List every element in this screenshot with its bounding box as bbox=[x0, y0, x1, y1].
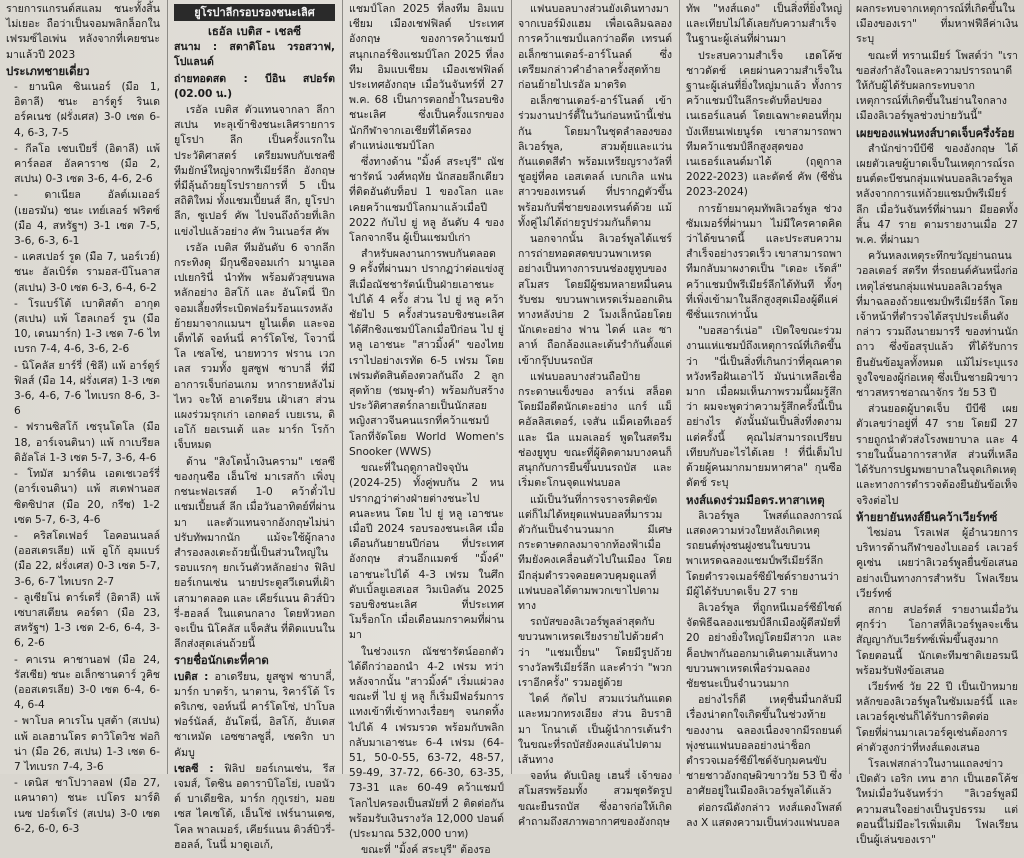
article-paragraph: ไดค์ กัดไป สวมแว่นกันแดด และหมวกทรงเอียง ส่วน อิบราฮิมา โกนาเต้ เป็นผู้นำการเต้นรำ ในขณะที่รถบัสยังคงแล่นไปตามเส้นทาง bbox=[518, 693, 672, 766]
article-paragraph: นอกจากนั้น ลิเวอร์พูลได้แชร์การถ่ายทอดสดขบวนพาเหรดอย่างเป็นทางการบนช่องยูทูบของสโมสร โดยมีผู้ชมหลายหมื่นคนรับชม ขบวนพาเหรดเริ่มออกเดินทางหลังบ่าย 2 โมงเล็กน้อยโดยนักเตะอย่าง ฟาน ไดค์ และ ซาลาห์ ถือกล้องและเต้นรำกันตั้งแต่เข้ากรุ๊ปบนรถบัส bbox=[518, 233, 672, 367]
match-title: เธอัล เบติส - เชลซี bbox=[207, 24, 302, 38]
article-paragraph: ขณะที่ ทรานเมียร์ โพสต์ว่า "เราขอส่งกำลังใจและความปรารถนาดีให้กับผู้ได้รับผลกระทบจากเหตุการณ์ที่เกิดขึ้นในย่านใจกลางเมืองลิเวอร์พูลช่วงบ่ายวันนี้" bbox=[856, 49, 1018, 123]
article-paragraph: แฟนบอลบางส่วนถือป้ายกระดาษแข็งของ ลาร์เน่ สล็อต โดยมีอดีตนักเตะอย่าง แกร์ แม็คอัลลิสเตอร์, เจสัน แม็คเอทีเออร์ และ นีล แมลเลอร์ พูดในสตรีมช่องยูทูบ ขณะที่ผู้ติดตามบางคนก็สนุกกับการยืนขึ้นบนรถบัส และเริ่มตะโกนจุดแฟนบอล bbox=[518, 370, 672, 490]
article-paragraph: ซึ่งทางด้าน "มิ้งค์ สระบุรี" ณัชชารัตน์ วงศ์หฤทัย นักสอยลีกเดียวที่ติดอันดับท็อป 1 ของโลก และเคยคว้าแชมป์โลกมาแล้วเมื่อปี 2022 กับไป ยู่ หลู อันดับ 4 ของโลกจากจีน ผู้เป็นแชมป์เก่า bbox=[349, 156, 504, 245]
result-item: - โทมัส มาร์ติน เอตเชเวอร์รี่ (อาร์เจนตินา) แพ้ สเตฟานอส ซิตซิปาส (มือ 20, กรีซ) 1-2 เซต 5-7, 6-3, 4-6 bbox=[14, 468, 160, 526]
article-paragraph: ลิเวอร์พูล ที่ถูกหนีเมอร์ซีย์ไซด์จัดพิธีฉลองแชมป์ลีกเมืองผู้ดีสมัยที่ 20 อย่างยิ่งใหญ่โดยมีสาวก และ ค็อปพากันออกมาเดินตามเส้นทางขบวนพาเหรดเพื่อร่วมฉลองชัยชนะเป็นจำนวนมาก bbox=[686, 601, 842, 690]
article-paragraph: ขณะที่ในฤดูกาลปัจจุบัน (2024-25) ทั้งคู่พบกัน 2 หน ปรากฏว่าต่างฝ่ายต่างชนะไปคนละหน โดย ไป ยู่ หลู เอาชนะเมื่อปี 2024 รอบรองชนะเลิศ เมื่อเดือนกันยายนปีก่อน ที่ประเทศอังกฤษ ส่วนอีกแมตช์ "มิ้งค์" เอาชนะไปได้ 4-3 เฟรม ในศึกดับเบิ้ลยูเอสเอส วิมเบิลดัน 2025 รอบชิงชนะเลิศ ที่ประเทศโมร็อกโก เมื่อเดือนมกราคมที่ผ่านมา bbox=[349, 462, 504, 642]
column-5 bbox=[680, 0, 848, 829]
result-item: - เดนิส ชาโปวาลอฟ (มือ 27, แคนาดา) ชนะ เปโดร มาร์ติเนซ ปอร์เตโร่ (สเปน) 3-0 เซต 6-2, 6-0, 6-3 bbox=[14, 777, 160, 835]
article-paragraph: ไซม่อน โรลเฟส ผู้อำนวยการบริหารด้านกีฬาของไบเออร์ เลเวอร์คูเซ่น เผยว่าลิเวอร์พูลยื่นข้อเสนออย่างเป็นทางการสำหรับ โฟลเรียน เวียร์ทซ์ bbox=[856, 526, 1018, 600]
article-paragraph: ต่อกรณีดังกล่าว หงส์แดงโพสต์ลง X แสดงความเป็นห่วงแฟนบอล bbox=[686, 801, 842, 829]
column-6 bbox=[850, 0, 1024, 846]
article-paragraph: ในช่วงแรก ณัชชารัตน์ออกตัวได้ดีกว่าออกนำ 4-2 เฟรม ทว่าหลังจากนั้น "สาวมิ้งค์" เริ่มแผ่วลง ขณะที่ ไป ยู่ หลู ก็เริ่มมีฟอร์มการแทงเข้าที่เข้าทางเรื่อยๆ จนกดทิ้งไปได้ 4 เฟรมรวด พร้อมกับพลิกกลับมาเอาชนะ 6-4 เฟรม (64-51, 50-0-55, 63-72, 48-57, 59-49, 37-72, 66-30, 63-35, 73-31 และ 60-49 คว้าแชมป์โลกไปครองเป็นสมัยที่ 2 ติดต่อกัน พร้อมรับเงินรางวัล 12,000 ปอนด์ (ประมาณ 532,000 บาท) bbox=[349, 645, 504, 840]
result-item: - คาเรน คาชานอฟ (มือ 24, รัสเซีย) ชนะ อเล็กซานดาร์ วูคิช (ออสเตรเลีย) 3-0 เซต 6-4, 6-4, 6-4 bbox=[14, 653, 160, 712]
result-item: - โรแบร์โต้ เบาติสต้า อากุต (สเปน) แพ้ โฮลเกอร์ รูน (มือ 10, เดนมาร์ก) 1-3 เซต 7-6 ไทเบรก 7-4, 4-6, 3-6, 2-6 bbox=[14, 297, 160, 356]
column-4 bbox=[512, 0, 678, 828]
article-paragraph: "บอสอาร์เน่อ" เปิดใจขณะร่วมงานแห่แชมป์ถึงเหตุการณ์ที่เกิดขึ้นว่า "นี่เป็นสิ่งที่เกินกว่าที่คุณคาดหวังหรือฝันเอาไว้ มันน่าเหลือเชื่อมาก เมื่อผมเห็นภาพรวมนี้ผมรู้สึกว่า ผมจะพูดว่าความรู้สึกครั้งนี้เป็นอย่างไร ดังนั้นมันเป็นสิ่งที่งดงาม แต่ครั้งนี้ คุณไม่สามารถเปรียบเทียบกับอะไรได้เลย ! ที่นี่เต็มไปด้วยผู้คนมากมายมหาศาล" กุนซือดัตช์ ระบุ bbox=[686, 325, 842, 490]
result-item: - พาโบล คาเรโน บุสต้า (สเปน) แพ้ อเลฮานโดร ดาวิโดวิช ฟอกิน่า (มือ 26, สเปน) 1-3 เซต 6-7 ไทเบรก 7-4, 3-6 bbox=[14, 715, 160, 773]
result-item: - นิโคลัส ยาร์รี่ (ชิลี) แพ้ อาร์ตูร์ ฟิลส์ (มือ 14, ฝรั่งเศส) 1-3 เซต 3-6, 4-6, 7-6 ไทเบรก 8-6, 3-6 bbox=[14, 359, 160, 418]
article-paragraph: อเล็กซานเดอร์-อาร์โนลด์ เข้าร่วมงานปาร์ตี้ในวันก่อนหน้านี้เช่นกัน โดยมาในชุดลำลองของลิเวอร์พูล, สวมตุ้ยและแว่นกันแดดสีดำ พร้อมเหรียญรางวัลที่ชูอยู่ที่คอ เอสเตลล์ เบกเกิล แฟนสาวของเทรนต์ ที่ปรากฏตัวขึ้นพร้อมกับพี่ชายของเทรนต์ด้วย แม้ทั้งคู่ไม่ได้ถ่ายรูปร่วมกันก็ตาม bbox=[518, 95, 672, 229]
col1-subhead: ประเภทชายเดี่ยว bbox=[6, 63, 90, 78]
article-paragraph: เรอัล เบติส ตัวแทนจากลา ลีกา สเปน ทะลุเข้าชิงชนะเลิศรายการยูโรปา ลีก เป็นครั้งแรกในประวัติศาสตร์ เตรียมพบกับเชลซี ทีมยักษ์ใหญ่จากพรีเมียร์ลีก อังกฤษ ที่มีลุ้นถ้วยยุโรปรายการที่ 5 เป็นสถิติใหม่ ทั้งแชมเปี้ยนส์ ลีก, ยูโรปา ลีก, ซูเปอร์ คัพ ไปจนถึงถ้วยที่เลิกแข่งไปแล้วอย่าง คัพ วินเนอร์ส คัพ bbox=[174, 104, 335, 238]
result-item: - ยานนิค ซินเนอร์ (มือ 1, อิตาลี) ชนะ อาร์ตูร์ รินเดอร์คเนช (ฝรั่งเศส) 3-0 เซต 6-4, 6-3, 7-5 bbox=[14, 81, 160, 139]
article-paragraph: ด้าน "สิงโตน้ำเงินคราม" เชลซี ของกุนซือ เอ็นโซ่ มาเรสก้า เพิ่งบุกชนะฟอเรสต์ 1-0 คว้าตั๋วไปแชมเปี้ยนส์ ลีก เมื่อวันอาทิตย์ที่ผ่านมา และตัวแทนจากอังกฤษไม่น่าปรับทัพมากนัก แม้จะใช้ผู้กลางสำรองลงเตะถ้วยนี้เป็นส่วนใหญ่ในรอบแรกๆ ยกเว้นตัวหลักอย่าง ฟิลิป ยอร์เกนเซ่น นายประตูสวีเดนที่เฝ้าเสามาตลอด และ เคียร์แนน ดิวส์บิวรี่-ฮอลล์ ในแดนกลาง โดยหัวหอกจะเป็น นิโคลัส แจ็คสัน ที่ติดแบนในลีกส่งสุดเล่นถ้วยนี้ bbox=[174, 455, 335, 651]
article-paragraph: การย้ายมาคุมทัพลิเวอร์พูล ช่วงซัมเมอร์ที่ผ่านมา ไม่มีใครคาดคิดว่าได้ขนาดนี้ และประสบความสำเร็จอย่างรวดเร็ว เขาสามารถพาทีมกลับมาผงาดเป็น "เดอะ เร้ดส์" คว้าแชมป์พรีเมียร์ลีกได้ทันที ทั้งๆ ที่เพิ่งเข้ามาในลีกสูงสุดเมืองผู้ดีแค่ซีซั่นแรกเท่านั้น bbox=[686, 202, 842, 322]
column-1 bbox=[0, 0, 166, 835]
lineup-heading: รายชื่อนักเตะที่คาด bbox=[174, 653, 269, 668]
article-paragraph: แม้เป็นวันที่การจราจรติดขัด แต่ก็ไม่ได้หยุดแฟนบอลที่มารวมตัวกันเป็นจำนวนมาก มีเศษกระดาษตกลงมาจากท้องฟ้าเมื่อทีมยังคงเคลื่อนตัวไปในเมือง โดยมีกลุ่มตำรวจคอยควบคุมดูแลที่แฟนบอลได้ตามพวกเขาไปตามทาง bbox=[518, 493, 672, 612]
betis-label: เบติส : bbox=[174, 670, 209, 683]
result-item: - ดาเนียล อัลต์เมเออร์ (เยอรมัน) ชนะ เทย์เลอร์ ฟริตซ์ (มือ 4, สหรัฐฯ) 3-1 เซต 7-5, 3-6, 6-3, 6-1 bbox=[14, 189, 160, 248]
result-item: - ลูเซียโน่ ดาร์เดรี่ (อิตาลี) แพ้ เซบาสเตียน คอร์ดา (มือ 23, สหรัฐฯ) 1-3 เซต 2-6, 6-4, 3-6, 2-6 bbox=[14, 591, 160, 650]
article-paragraph: ผลกระทบจากเหตุการณ์ที่เกิดขึ้นในเมืองของเรา" ที่มหาฟฟีลีค่าเงิน ระบุ bbox=[856, 3, 1018, 46]
article-paragraph: ควันหลงเหตุระทึกขวัญย่านถนนวอลเตอร์ สตรีท ที่รถยนต์คันหนึ่งก่อเหตุไล่ชนกลุ่มแฟนบอลลิเวอร์พูลที่มาฉลองถ้วยแชมป์พรีเมียร์ลีก โดยเจ้าหน้าที่ตำรวจได้สรุปประเด็นดังกล่าว รวมถึงนายมารรี ของท่านนักถาว ซึ่งข้อสรุปแล้ว ที่ได้รับการยืนยันข้อมูลทั้งหมด แม้ไม่ระบุแรงจูงใจของผู้ก่อเหตุ ซึ่งเป็นชายผิวขาวชาวสหราชอาณาจักร วัย 53 ปี bbox=[856, 250, 1018, 400]
article-paragraph: รถบัสของลิเวอร์พูลล่าสุดกับขบวนพาเหรดเรียงรายไปด้วยคำว่า "แชมเปี้ยน" โดยมีรูปถ้วยรางวัลพรีเมียร์ลีก และคำว่า "พวกเราอีกครั้ง" รวมอยู่ด้วย bbox=[518, 616, 672, 689]
chelsea-label: เชลซี : bbox=[174, 762, 214, 775]
article-paragraph: สำนักข่าวบีบีซี ของอังกฤษ ได้เผยตัวเลขผู้บาดเจ็บในเหตุการณ์รถยนต์ตะบีชนกลุ่มแฟนบอลลิเวอร์พูล หลังจากการแห่ถ้วยแชมป์พรีเมียร์ลีก เมื่อวันจันทร์ที่ผ่านมา มียอดทั้งสิ้น 47 ราย ตามรายงานเมื่อ 27 พ.ค. ที่ผ่านมา bbox=[856, 142, 1018, 247]
match-header: ยูโรปาลีกรอบรองชนะเลิศ bbox=[174, 4, 335, 21]
article-paragraph: สำหรับผลงานการพบกันตลอด 9 ครั้งที่ผ่านมา ปรากฏว่าต่อแข่งสูสีเมื่อณัชชารัตน์เป็นฝ่ายเอาชนะไปได้ 4 ครั้ง ส่วน ไป ยู่ หลู คว้าชัยไป 5 ครั้งส่วนรอบชิงชนะเลิศได้ศึกชิงแชมป์โลกเมื่อปีก่อน ไป ยู่ หลู เอาชนะ "สาวมิ้งค์" ของไทยเราไปอย่างเรทัด 6-5 เฟรม โดยเฟรมตัดสินต้องตวลกันถึง 2 ลูกสุดท้าย (ชมพู-ดำ) พร้อมกับสร้างประวัติศาสตร์กลายเป็นนักสอยหญิงสาวจีนคนแรกที่คว้าแชมป์โลกที่จัดโดย World Women's Snooker (WWS) bbox=[349, 248, 504, 458]
result-item: - คริสโตเฟอร์ โอคอนเนลล์ (ออสเตรเลีย) แพ้ อูโก้ อุมแบร์ (มือ 22, ฝรั่งเศส) 0-3 เซต 5-7, 3-6, 6-7 ไทเบรก 2-7 bbox=[14, 529, 160, 588]
article-paragraph: โรลเฟสกล่าวในงานแถลงข่าวเปิดตัว เอริก เทน ฮาก เป็นเฮดโค้ชใหม่เมื่อวันจันทร์ว่า "ลิเวอร์พูลมีความสนใจอย่างเป็นรูปธรรม แต่ตอนนี้ไม่มีอะไรเพิ่มเติม โฟลเรียนเป็นผู้เล่นของเรา" bbox=[856, 757, 1018, 846]
betis-lineup: อาเดรียน, ยูสซูฟ ซาบาลี่, มาร์ก บาตร้า, นาตาน, ริคาร์โด้ โรดริเกซ, จอห์นนี่ คาร์โดโซ่, ปาโบล ฟอร์นัลส์, อันโตนี่, อิสโก้, อับเดสซาเหมัด เอซซาลซูลี่, เซดริก บาคัมบู bbox=[174, 670, 335, 759]
venue-line: สนาม : สตาดิโอน วรอสวาฟ, โปแลนด์ bbox=[174, 41, 335, 69]
article-paragraph: สกาย สปอร์ตส์ รายงานเมื่อวันศุกร์ว่า โอกาสที่ลิเวอร์พูลจะเซ็นสัญญากับเวียร์ทซ์เพิ่มขึ้นสูงมาก โดยตอนนี้ นักเตะทีมชาติเยอรมนีพร้อมรับฟังข้อเสนอ bbox=[856, 603, 1018, 677]
article-paragraph: ส่วนยอดผู้บาดเจ็บ บีบีซี เผยตัวเลขว่าอยู่ที่ 47 ราย โดยมี 27 รายถูกนำตัวส่งโรงพยาบาล และ 4 รายในนั้นอาการสาหัส ส่วนที่เหลือได้รับการปฐมพยาบาลในจุดเกิดเหตุ และทางการตำรวจต้องยืนยันข้อเท็จจริงต่อไป bbox=[856, 403, 1018, 507]
article-paragraph: อย่างไรก็ดี เหตุชื่นมื่นกลับมีเรื่องน่าตกใจเกิดขึ้นในช่วงท้ายของงาน ฉลองเนื่องจากมีรถยนต์พุ่งชนแฟนบอลอย่างน่าช็อก ตำรวจเมอร์ซีย์ไซด์จับกุมคนขับชายชาวอังกฤษผิวขาววัย 53 ปี ซึ่งอาศัยอยู่ในเมืองลิเวอร์พูลได้แล้ว bbox=[686, 694, 842, 798]
section-subhead: เผยของแฟนหงส์บาดเจ็บครึ่งร้อย bbox=[856, 125, 1015, 140]
chelsea-lineup: ฟิลิป ยอร์เกนเซ่น, รีส เจมส์, โตซิน อดาราบิโอโย่, เบอนัวต์ บาเดียชิล, มาร์ก กุกูเรย่า, มอยเซส ไคเซโด้, เอ็นโซ่ เฟร์นานเดซ, โคล พาลเมอร์, เคียร์แนน ดิวส์บิวรี่-ฮอลล์, โนนี่ มาดูเอเก้, bbox=[174, 762, 335, 851]
article-paragraph: แชมป์โลก 2025 ที่ลงทีม อิมแบเชียม เมืองเชฟฟิลด์ ประเทศอังกฤษ ของการคว้าแชมป์สนุกเกอร์ชิงแชมป์โลก 2025 ที่ลงทีม อิมแบเชียม เมืองเชฟฟิลด์ ประเทศอังกฤษ เมื่อวันจันทร์ที่ 27 พ.ค. 68 เป็นการตอกย้ำในรอบชิงชนะเลิศ ซึ่งเป็นครั้งแรกของนักกีฬาจากเอเชียที่ได้ครองตำแหน่งแชมป์โลก bbox=[349, 3, 504, 152]
section-subhead: หงส์แดงร่วมมือตร.หาสาเหตุ bbox=[686, 492, 825, 507]
broadcast-line: ถ่ายทอดสด : บีอิน สปอร์ต (02.00 น.) bbox=[174, 72, 335, 100]
article-paragraph: ขณะที่ "มิ้งค์ สระบุรี" ต้องรอ bbox=[361, 844, 491, 857]
article-paragraph: เรอัล เบติส ทีมอันดับ 6 จากลีกกระทิงดุ มีกุนซือจอมเก๋า มานูเอล เปเยกรินี่ นำทัพ พร้อมตัวสุขนพลหลักอย่าง อิสโก้ และ อันโตนี่ ปีกจอมเลี้ยงที่ระเบิดฟอร์มร้อนแรงหลังย้ายมาจากแมนฯ ยูไนเต็ด และจอเด็ทได้ จอห์นนี่ คาร์โดโซ่, โจวานี่ โล เซลโซ่, นายทวาร ฟราน เวกเลส รวมทั้ง ยูสซูฟ ซาบาลี่ ที่มีอาการเจ็บก่อนเกม หากรายหลังไม่ไหว จะให้ อาเดรียน เฝ้าเสา ส่วนแผงร่วมรุกเก่า เอกตอร์ เบยเรน, ดิเอโก้ ยอเรนเต้ และ มาร์ก โรก้า เจ็บหมด bbox=[174, 241, 335, 452]
article-paragraph: ทัพ "หงส์แดง" เป็นสิ่งที่ยิ่งใหญ่ และเทียบไม่ได้เลยกับความสำเร็จในฐานะผู้เล่นที่ผ่านมา bbox=[686, 3, 842, 46]
result-item: - แคสเปอร์ รูด (มือ 7, นอร์เวย์) ชนะ อัลเบิร์ต รามอส-บีโนลาส (สเปน) 3-0 เซต 6-3, 6-4, 6-2 bbox=[14, 251, 160, 294]
article-paragraph: ลิเวอร์พูล โพสต์แถลงการณ์แสดงความห่วงใยหลังเกิดเหตุรถยนต์พุ่งชนฝูงชนในขบวนพาเหรดฉลองแชมป์พรีเมียร์ลีก โดยตำรวจเมอร์ซีย์ไซด์รายงานว่า มีผู้ได้รับบาดเจ็บ 27 ราย bbox=[686, 509, 842, 598]
article-paragraph: เวียร์ทซ์ วัย 22 ปี เป็นเป้าหมายหลักของลิเวอร์พูลในซัมเมอร์นี้ และเลเวอร์คูเซ่นก็ได้รับการติดต่อ โดยที่ผ่านมาเลเวอร์คูเซ่นต้องการค่าตัวสูงกว่าที่หงส์แดงเสนอ bbox=[856, 680, 1018, 754]
article-paragraph: จอห์น ดับเบิลยู เฮนรี่ เจ้าของสโมสรพร้อมทั้ง สวมชุดรัดรูป ขณะยืนรถบัส ซึ่งอาจก่อให้เกิดคำถามถึงสภาพอากาศของอังกฤษ bbox=[518, 770, 672, 828]
article-paragraph: ประสบความสำเร็จ เฮดโค้ชชาวดัตช์ เคยผ่านความสำเร็จในฐานะผู้เล่นที่ยิ่งใหญ่มาแล้ว ทั้งการคว้าแชมป์ในลีกระดับท็อปของเนเธอร์แลนด์ โดยเฉพาะตอนที่กุมบังเหียนเฟเยนูร์ด เขาสามารถพาทีมคว้าแชมป์ลีกสูงสุดของเนเธอร์แลนด์มาได้ (ฤดูกาล 2022-2023) และดัตช์ คัพ (ซีซั่น 2023-2024) bbox=[686, 49, 842, 199]
result-item: - ฟรานซิสโก้ เซรุนโดโล (มือ 18, อาร์เจนตินา) แพ้ กาเบรียล ดิอัลโล่ 1-3 เซต 5-7, 3-6, 4-6 bbox=[14, 421, 160, 464]
column-3 bbox=[343, 0, 510, 857]
section-subhead: ห้ายยายันหงส์ยืนคว้าเวียร์ทซ์ bbox=[856, 509, 998, 524]
article-paragraph: แฟนบอลบางส่วนยังเดินทางมาจากเบอร์มิงแฮม เพื่อเฉลิมฉลองการคว้าแชมป์แลกว่าอดีต เทรนต์ อเล็กซานเดอร์-อาร์โนลด์ ซึ่งเตรียมกล่าวคำอำลาครั้งสุดท้ายก่อนย้ายไปเรอัล มาดริด bbox=[518, 3, 672, 92]
col1-intro: รายการแกรนด์สแลม ชนะทั้งสิ้นไม่เยอะ ถือว่าเป็นจอมพลิกล็อกในเฟรมซ์ไอเพ่น หลังจากที่เคยชนะมาแล้วปี 2023 bbox=[6, 3, 160, 61]
column-2 bbox=[168, 0, 341, 851]
result-item: - กีลโอ เซบเปียรี่ (อิตาลี) แพ้ คาร์ลอส อัลคาราซ (มือ 2, สเปน) 0-3 เซต 3-6, 4-6, 2-6 bbox=[14, 142, 160, 186]
